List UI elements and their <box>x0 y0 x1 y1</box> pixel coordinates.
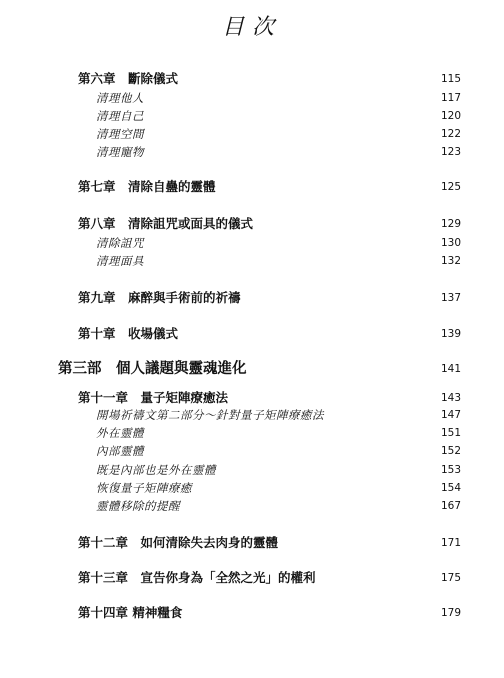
toc-section-row <box>0 461 504 479</box>
toc-section-row <box>0 406 504 424</box>
toc-entry-title: 清理他人 <box>96 91 144 105</box>
toc-entry-title: 外在靈體 <box>96 426 144 440</box>
toc-entry-title: 第十一章 量子矩陣療癒法 <box>78 390 229 405</box>
toc-page-number: 123 <box>440 146 461 158</box>
toc-entry-title: 第八章 清除詛咒或面具的儀式 <box>78 216 254 231</box>
toc-entry-title: 開場祈禱文第二部分～針對量子矩陣療癒法 <box>96 408 324 422</box>
toc-page-number: 132 <box>440 255 461 267</box>
toc-entry-title: 第九章 麻醉與手術前的祈禱 <box>78 290 241 305</box>
toc-entry-title: 第六章 斷除儀式 <box>78 71 179 86</box>
toc-page-number: 122 <box>440 128 461 140</box>
page-title: 目次 <box>221 15 282 40</box>
toc-chapter-row <box>0 70 504 88</box>
toc-entry-title: 清理空間 <box>96 127 144 141</box>
toc-chapter-row <box>0 325 504 343</box>
toc-page-number: 117 <box>440 92 461 104</box>
toc-section-row <box>0 234 504 252</box>
toc-page-number: 139 <box>440 328 461 340</box>
toc-page-number: 151 <box>440 427 461 439</box>
toc-entry-title: 靈體移除的提醒 <box>96 499 180 513</box>
toc-page-number: 120 <box>440 110 461 122</box>
toc-section-row <box>0 107 504 125</box>
toc-section-row <box>0 143 504 161</box>
toc-page-number: 125 <box>440 181 461 193</box>
toc-entry-title: 第七章 清除自蠱的靈體 <box>78 179 216 194</box>
toc-chapter-row <box>0 178 504 196</box>
toc-section-row <box>0 497 504 515</box>
toc-page-number: 175 <box>440 572 461 584</box>
toc-chapter-row <box>0 534 504 552</box>
toc-page-number: 130 <box>440 237 461 249</box>
toc-page-number: 171 <box>440 537 461 549</box>
toc-entry-title: 清理面具 <box>96 254 144 268</box>
toc-page-number: 153 <box>440 464 461 476</box>
toc-page-number: 154 <box>440 482 461 494</box>
toc-entry-title: 內部靈體 <box>96 444 144 458</box>
toc-section-row <box>0 89 504 107</box>
toc-page-number: 167 <box>440 500 461 512</box>
toc-entry-title: 清理自己 <box>96 109 144 123</box>
toc-entry-title: 第十二章 如何清除失去肉身的靈體 <box>78 535 279 550</box>
toc-part-row <box>0 360 504 378</box>
toc-chapter-row <box>0 389 504 407</box>
toc-page-number: 115 <box>440 73 461 85</box>
toc-section-row <box>0 424 504 442</box>
toc-section-row <box>0 442 504 460</box>
toc-chapter-row <box>0 215 504 233</box>
toc-entry-title: 第十章 收場儀式 <box>78 326 179 341</box>
toc-page-number: 137 <box>440 292 461 304</box>
toc-page-number: 129 <box>440 218 461 230</box>
toc-entry-title: 清理寵物 <box>96 145 144 159</box>
toc-entry-title: 恢復量子矩陣療癒 <box>96 481 192 495</box>
toc-entry-title: 第十三章 宣告你身為「全然之光」的權利 <box>78 570 316 585</box>
toc-entry-title: 第三部 個人議題與靈魂進化 <box>58 360 247 377</box>
toc-section-row <box>0 479 504 497</box>
toc-page-number: 143 <box>440 392 461 404</box>
toc-page-number: 179 <box>440 607 461 619</box>
toc-page-number: 147 <box>440 409 461 421</box>
toc-entry-title: 第十四章 精神糧食 <box>78 605 183 620</box>
toc-chapter-row <box>0 604 504 622</box>
toc-entry-title: 既是內部也是外在靈體 <box>96 463 216 477</box>
toc-entry-title: 清除詛咒 <box>96 236 144 250</box>
toc-section-row <box>0 125 504 143</box>
toc-section-row <box>0 252 504 270</box>
toc-chapter-row <box>0 569 504 587</box>
toc-page-number: 152 <box>440 445 461 457</box>
toc-page-number: 141 <box>440 363 461 375</box>
toc-chapter-row <box>0 289 504 307</box>
